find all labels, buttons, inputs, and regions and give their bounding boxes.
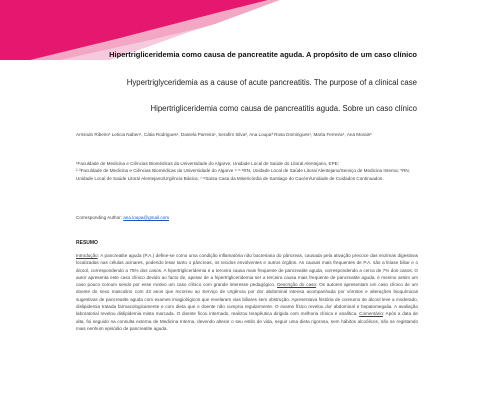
abstract-heading: RESUMO <box>76 240 98 246</box>
intro-label: Introdução <box>76 253 98 258</box>
affiliation-1: ¹Faculdade de Medicina e Ciências Biomédicas da Universidade do Algarve, Unidade Local de Saúde do Litoral Alentejano, EPE; <box>76 161 340 166</box>
corresponding-email-link[interactable]: ana.loupa@gmail.com <box>123 215 170 220</box>
intro-text: : A pancreatite aguda (P.A.) define-se como uma condição inflamatória não bacteriana do pâncreas, causada pela ativação precoce das enzimas digestivas localizadas nas células acinares, podendo lesar tanto o pâncreas, os tecidos envolventes e outros órgãos. As causas mais frequentes de P.A. são a litíase biliar e o álcool, correspondendo a 75% dos casos. A hipertrigliceridemia é a terceira causa mais frequente de pancreatite aguda, correspondendo a cerca de 7% dos casos. O autor apresenta este caso clínico devido ao facto de, apesar de a hipertrigliceridemia ser a terceira causa mais frequente de pancreatite aguda, é mesmo assim um caso pouco comum sendo por esse motivo um caso clínico com grande interesse pedagógico. <box>76 253 418 288</box>
corresponding-author <box>76 214 418 221</box>
case-description-label: Descrição do caso <box>277 282 316 288</box>
comment-label: Comentário <box>359 311 383 317</box>
title-portuguese: Hipertrigliceridemia como causa de pancreatite aguda. A propósito de um caso clínico <box>109 50 417 59</box>
case-description-text: : Os autores apresentam um caso clínico de um doente do sexo masculino com 43 anos que recorreu ao Serviço de Urgência por dor abdominal intensa acompanhada por vómitos e alterações bioquímicas sugestivas de pancreatite aguda com exames imagiológicos que revelaram vias biliares sem obstrução. Apresentava história de consumo de álcool leve a moderado, dislipidemia tratada farmacologicamente e com dieta que o doente não cumpria regularmente. O exame físico revelou dor abdominal e hepatomegalia. A avaliação laboratorial revelou dislipidemia mista marcada. O doente ficou internado, realizou terapêutica dirigida com melhoria clínica e analítica. <box>76 282 418 317</box>
abstract-paragraph <box>76 252 418 332</box>
abstract-body <box>76 252 418 332</box>
affiliation-2: ²·³Faculdade de Medicina e Ciências Biomédicas da Universidade do Algarve ⁴·⁵·⁶RN, Unidade Local de Saúde Litoral Alentejano/Serviço de Medicina Interna; ⁵RN, Unidade Local de Saúde Litoral Alentejano/Urgência Básica; ⁷·⁸Santa Casa da Misericórdia de Santiago do Cacém/Unidade de Cuidados Continuados. <box>76 168 411 181</box>
comment-text: : Após a data de alta, foi seguido na consulta externa de Medicina Interna, devendo alterar o seu estilo de vida, seguir uma dieta rigorosa, sem hábitos alcoólicos, não se registando mais nenhum episódio de pancreatite aguda. <box>76 311 418 331</box>
affiliations <box>76 160 418 182</box>
title-spanish: Hipertrigliceridemia como causa de pancreatitis aguda. Sobre un caso clínico <box>150 104 417 113</box>
corresponding-label: Corresponding Author: <box>76 215 122 220</box>
title-english: Hypertriglyceridemia as a cause of acute pancreatitis. The purpose of a clinical case <box>126 78 417 87</box>
author-list: Armindo Ribeiro¹ Leticia Naben¹, Cátia Rodrigues¹, Daniela Parreira¹, Serafim Silva², Ana Loupa³ Rosa Domingues¹, Marta Ferreira⁴, Ana Morais⁵ <box>76 132 372 137</box>
